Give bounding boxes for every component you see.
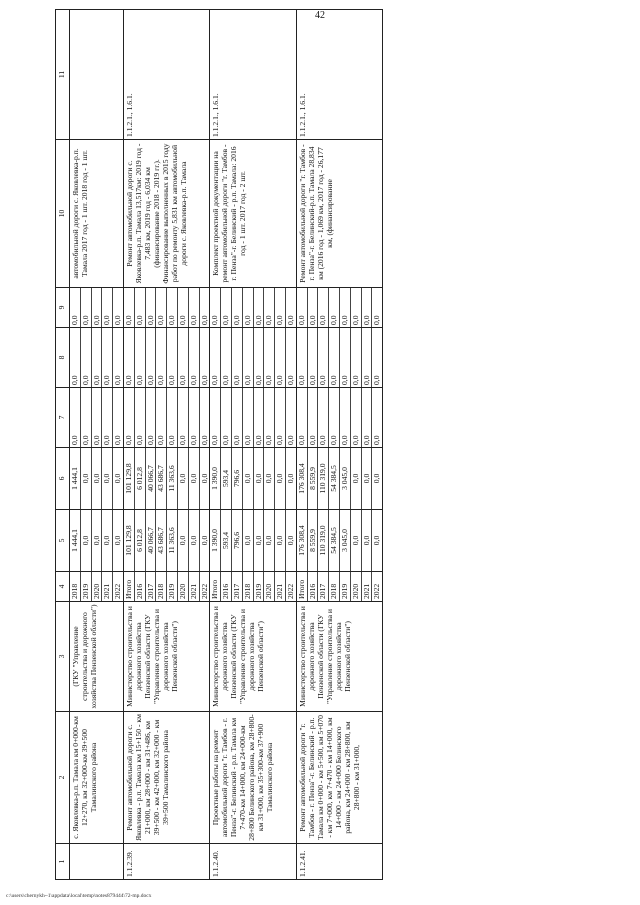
row-executor: Министерство строительства и дорожного хозяйства Пензенской области (ГКУ "Управление строительства и дорожного хозяйства Пензенской области")	[123, 602, 209, 712]
value-cell: 0,0	[178, 510, 189, 571]
value-cell: 101 129,8	[124, 448, 135, 509]
value-cell: 0,0	[362, 388, 373, 447]
value-cell: 0,0	[113, 375, 123, 385]
value-cell: 593,4	[221, 448, 232, 509]
value-cell: 0,0	[318, 288, 329, 327]
value-cell: 0,0	[221, 288, 232, 327]
value-cell: 2021	[362, 572, 373, 601]
row-name: Ремонт автомобильной дороги с. Яковлевка - р.п. Тамала км 15+150 - км 21+000, км 28+000 - км 31+486, км 39+500 - км 42+000, км 32+000 - км 39+500 Тамалинского района	[123, 712, 209, 844]
header-col-3: 3	[56, 602, 70, 712]
value-cell: 0,0	[92, 448, 103, 509]
table-row	[210, 10, 296, 880]
value-cell: Итого	[210, 572, 221, 601]
value-cell: 2021	[102, 572, 113, 601]
header-col-11: 11	[56, 10, 70, 140]
row-indicator-ref	[70, 10, 124, 140]
value-cell: 54 384,5	[329, 448, 340, 509]
value-cell: 0,0	[199, 315, 209, 325]
row-code	[70, 844, 124, 880]
value-cell: 2022	[113, 583, 123, 599]
value-cell: 0,0	[362, 510, 373, 571]
value-cell: 0,0	[178, 288, 189, 327]
value-cell: 2019	[81, 572, 92, 601]
value-cell: 0,0	[92, 510, 103, 571]
value-cell: 0,0	[81, 448, 92, 509]
value-cell: 0,0	[329, 328, 340, 387]
value-cell: 0,0	[189, 510, 200, 571]
header-row	[56, 10, 70, 880]
value-cell: 0,0	[285, 473, 295, 484]
value-cell: 0,0	[318, 388, 329, 447]
value-cell: 0,0	[189, 388, 200, 447]
value-cell: 0,0	[113, 435, 123, 445]
value-cell: 43 686,7	[156, 448, 167, 509]
value-cell: 2021	[275, 572, 286, 601]
value-cell: 0,0	[254, 388, 265, 447]
value-cell: 0,0	[199, 535, 209, 546]
row-code: 1.1.2.41.	[296, 844, 382, 880]
value-cell: 0,0	[297, 288, 308, 327]
value-cell: 0,0	[308, 288, 319, 327]
value-cell: 0,0	[221, 388, 232, 447]
row-total	[70, 510, 124, 572]
header-col-5: 5	[56, 510, 70, 572]
row-years	[210, 572, 296, 602]
value-cell: 0,0	[210, 288, 221, 327]
value-cell: 2019	[340, 572, 351, 601]
value-cell: 0,0	[243, 288, 254, 327]
value-cell: 0,0	[70, 288, 81, 327]
value-cell: 40 066,7	[146, 510, 157, 571]
value-cell: 0,0	[243, 510, 254, 571]
table-body	[70, 10, 383, 880]
value-cell: 0,0	[351, 288, 362, 327]
file-path-footer: c:\users\chernykh~1\appdata\local\temp\notes879444\72-mp.docx	[6, 893, 152, 899]
row-local-budget	[70, 328, 124, 388]
value-cell: 0,0	[221, 328, 232, 387]
value-cell: 110 319,0	[318, 448, 329, 509]
row-name: Ремонт автомобильной дороги "г. Тамбов - г. Пенза"-г. Белинский - р.п. Тамала км 0+000 - км 5+500, км 5+070 - км 7+000, км 7+470 - км 14+000, км 14+000 - км 24+000 Белинского района, км 24+000 - км 28+800, км 28+800 - км 31+000,	[296, 712, 382, 844]
value-cell: 0,0	[81, 328, 92, 387]
value-cell: 0,0	[102, 328, 113, 387]
value-cell: 0,0	[275, 328, 286, 387]
value-cell: 0,0	[210, 328, 221, 387]
value-cell: 0,0	[113, 315, 123, 325]
value-cell: 3 045,0	[340, 448, 351, 509]
value-cell: 2016	[308, 572, 319, 601]
value-cell: 176 308,4	[297, 510, 308, 571]
value-cell: 0,0	[243, 448, 254, 509]
header-col-7: 7	[56, 388, 70, 448]
row-indicator-ref: 1.1.2.1., 1.6.1.	[296, 10, 382, 140]
value-cell: 2016	[221, 572, 232, 601]
value-cell: 0,0	[254, 510, 265, 571]
value-cell: 0,0	[285, 375, 295, 385]
row-result: Комплект проектной документации на ремонт автомобильной дороги "г. Тамбов - г. Пенза"-г. Белинский - р.п. Тамала: 2016 год - 1 шт. 2017 год - 2 шт.	[210, 140, 296, 288]
value-cell: 3 045,0	[340, 510, 351, 571]
value-cell: 0,0	[81, 388, 92, 447]
value-cell: 8 559,9	[308, 510, 319, 571]
value-cell: 0,0	[362, 448, 373, 509]
value-cell: 0,0	[92, 288, 103, 327]
value-cell: 40 066,7	[146, 448, 157, 509]
value-cell: 6 012,8	[135, 448, 146, 509]
value-cell: 0,0	[264, 388, 275, 447]
value-cell: 0,0	[81, 510, 92, 571]
value-cell: 0,0	[232, 288, 243, 327]
value-cell: 2020	[264, 572, 275, 601]
row-regional-budget	[123, 448, 209, 510]
value-cell: Итого	[297, 572, 308, 601]
row-years	[70, 572, 124, 602]
table-row	[70, 10, 124, 880]
row-total	[210, 510, 296, 572]
value-cell: 2019	[254, 572, 265, 601]
row-federal-budget	[70, 388, 124, 448]
value-cell: 54 384,5	[329, 510, 340, 571]
row-indicator-ref: 1.1.2.1., 1.6.1.	[123, 10, 209, 140]
value-cell: 2020	[351, 572, 362, 601]
value-cell: 0,0	[362, 288, 373, 327]
value-cell: 0,0	[308, 388, 319, 447]
row-federal-budget	[210, 388, 296, 448]
value-cell: 0,0	[275, 288, 286, 327]
value-cell: 593,4	[221, 510, 232, 571]
row-regional-budget	[296, 448, 382, 510]
value-cell: 1 444,1	[70, 510, 81, 571]
value-cell: 0,0	[285, 435, 295, 445]
value-cell: 0,0	[264, 328, 275, 387]
row-code: 1.1.2.39.	[123, 844, 209, 880]
value-cell: 0,0	[329, 288, 340, 327]
row-executor: (ГКУ "Управление строительства и дорожного хозяйства Пензенской области")	[70, 602, 124, 712]
rotated-table-container	[55, 10, 625, 880]
row-result: Ремонт автомобильной дороги "г. Тамбов - г. Пенза"-г. Белинский-р.п. Тамала 28,834 км (2016 год - 1,069 км, 2017 год - 26,177 км, (финансирование	[296, 140, 382, 288]
value-cell: 0,0	[81, 288, 92, 327]
value-cell: 2022	[199, 583, 209, 599]
value-cell: 0,0	[199, 473, 209, 484]
value-cell: 0,0	[70, 328, 81, 387]
value-cell: 0,0	[372, 315, 382, 325]
value-cell: 0,0	[372, 375, 382, 385]
value-cell: 0,0	[156, 328, 167, 387]
value-cell: 0,0	[156, 388, 167, 447]
value-cell: 2018	[243, 572, 254, 601]
value-cell: 0,0	[178, 388, 189, 447]
row-name: Проектные работы на ремонт автомобильной дороги "г. Тамбов - г. Пенза"-г. Белинский - р.п. Тамала км 7+470-км 14+000, км 24+000-км 28+800 Белинского района, км 28+800-км 31+000, км 35+300-км 37+900 Тамалинского района	[210, 712, 296, 844]
value-cell: 110 319,0	[318, 510, 329, 571]
value-cell: 2017	[146, 572, 157, 601]
value-cell: 0,0	[297, 388, 308, 447]
header-col-8: 8	[56, 328, 70, 388]
value-cell: 0,0	[264, 448, 275, 509]
value-cell: 101 129,8	[124, 510, 135, 571]
value-cell: 0,0	[254, 448, 265, 509]
row-years	[296, 572, 382, 602]
value-cell: 0,0	[210, 388, 221, 447]
value-cell: 0,0	[351, 510, 362, 571]
value-cell: 0,0	[178, 448, 189, 509]
value-cell: 0,0	[189, 328, 200, 387]
page-number: 42	[315, 10, 325, 21]
header-col-9: 9	[56, 288, 70, 328]
value-cell: 0,0	[264, 288, 275, 327]
value-cell: 2020	[92, 572, 103, 601]
value-cell: 2021	[189, 572, 200, 601]
value-cell: 0,0	[351, 388, 362, 447]
value-cell: 0,0	[92, 328, 103, 387]
value-cell: 0,0	[135, 328, 146, 387]
value-cell: Итого	[124, 572, 135, 601]
header-col-4: 4	[56, 572, 70, 602]
value-cell: 0,0	[372, 435, 382, 445]
value-cell: 0,0	[113, 535, 123, 546]
table-row	[296, 10, 382, 880]
value-cell: 0,0	[156, 288, 167, 327]
row-code: 1.1.2.40.	[210, 844, 296, 880]
value-cell: 0,0	[243, 328, 254, 387]
value-cell: 0,0	[318, 328, 329, 387]
value-cell: 0,0	[146, 288, 157, 327]
header-col-6: 6	[56, 448, 70, 510]
value-cell: 2016	[135, 572, 146, 601]
value-cell: 0,0	[340, 288, 351, 327]
value-cell: 2017	[232, 572, 243, 601]
value-cell: 0,0	[308, 328, 319, 387]
table-row	[123, 10, 209, 880]
value-cell: 0,0	[102, 288, 113, 327]
row-regional-budget	[70, 448, 124, 510]
value-cell: 0,0	[340, 328, 351, 387]
value-cell: 2020	[178, 572, 189, 601]
program-table	[55, 9, 383, 880]
value-cell: 0,0	[92, 388, 103, 447]
value-cell: 2018	[329, 572, 340, 601]
row-local-budget	[123, 328, 209, 388]
value-cell: 0,0	[124, 388, 135, 447]
row-regional-budget	[210, 448, 296, 510]
value-cell: 2018	[156, 572, 167, 601]
row-executor: Министерство строительства и дорожного хозяйства Пензенской области (ГКУ "Управление строительства и дорожного хозяйства Пензенской области")	[296, 602, 382, 712]
value-cell: 0,0	[285, 535, 295, 546]
value-cell: 0,0	[254, 328, 265, 387]
value-cell: 2018	[70, 572, 81, 601]
value-cell: 0,0	[102, 448, 113, 509]
value-cell: 1 390,0	[210, 448, 221, 509]
value-cell: 0,0	[189, 288, 200, 327]
value-cell: 1 390,0	[210, 510, 221, 571]
value-cell: 6 012,8	[135, 510, 146, 571]
row-total	[123, 510, 209, 572]
value-cell: 0,0	[297, 328, 308, 387]
value-cell: 0,0	[275, 388, 286, 447]
header-col-2: 2	[56, 712, 70, 844]
value-cell: 8 559,9	[308, 448, 319, 509]
value-cell: 11 363,6	[167, 510, 178, 571]
value-cell: 0,0	[372, 473, 382, 484]
value-cell: 0,0	[124, 328, 135, 387]
row-name: с. Яковлевка-р.п. Тамала км 0+000-км 12+270, км 32+000-км 39+500 Тамалинского района	[70, 712, 124, 844]
value-cell: 0,0	[146, 388, 157, 447]
value-cell: 0,0	[135, 288, 146, 327]
row-indicator-ref: 1.1.2.1., 1.6.1.	[210, 10, 296, 140]
value-cell: 796,6	[232, 448, 243, 509]
value-cell: 1 444,1	[70, 448, 81, 509]
value-cell: 0,0	[167, 328, 178, 387]
value-cell: 2017	[318, 572, 329, 601]
row-local-budget	[210, 328, 296, 388]
value-cell: 0,0	[232, 388, 243, 447]
row-result: Ремонт автомобильной дороги с. Яковлевка-р.п. Тамала 13,517км: 2019 год - 7,483 км, 2019 год - 6,034 км (финансирование 2018 - 2019 гг.). Финансирование выполненных в 2015 году работ по ремонту 5,831 км автомобильной дороги с. Яковлевка-р.п. Тамала	[123, 140, 209, 288]
value-cell: 0,0	[340, 388, 351, 447]
value-cell: 0,0	[146, 328, 157, 387]
row-other-sources	[70, 288, 124, 328]
header-col-1: 1	[56, 844, 70, 880]
value-cell: 0,0	[243, 388, 254, 447]
value-cell: 0,0	[70, 388, 81, 447]
value-cell: 2022	[285, 583, 295, 599]
value-cell: 0,0	[254, 288, 265, 327]
row-local-budget	[296, 328, 382, 388]
value-cell: 0,0	[167, 288, 178, 327]
value-cell: 0,0	[167, 388, 178, 447]
row-executor: Министерство строительства и дорожного хозяйства Пензенской области (ГКУ "Управление строительства и дорожного хозяйства Пензенской области")	[210, 602, 296, 712]
value-cell: 0,0	[189, 448, 200, 509]
value-cell: 43 686,7	[156, 510, 167, 571]
value-cell: 176 308,4	[297, 448, 308, 509]
row-other-sources	[123, 288, 209, 328]
value-cell: 0,0	[362, 328, 373, 387]
value-cell: 0,0	[178, 328, 189, 387]
value-cell: 0,0	[232, 328, 243, 387]
value-cell: 2019	[167, 572, 178, 601]
value-cell: 0,0	[351, 448, 362, 509]
value-cell: 0,0	[113, 473, 123, 484]
row-federal-budget	[296, 388, 382, 448]
row-total	[296, 510, 382, 572]
value-cell: 0,0	[275, 448, 286, 509]
row-years	[123, 572, 209, 602]
value-cell: 0,0	[102, 510, 113, 571]
row-result: автомобильной дороги с. Яковлевка-р.п. Тамала 2017 год - 1 шт. 2018 год - 1 шт.	[70, 140, 124, 288]
value-cell: 0,0	[351, 328, 362, 387]
value-cell: 0,0	[102, 388, 113, 447]
value-cell: 0,0	[285, 315, 295, 325]
value-cell: 2022	[372, 583, 382, 599]
value-cell: 0,0	[264, 510, 275, 571]
value-cell: 0,0	[372, 535, 382, 546]
value-cell: 0,0	[199, 375, 209, 385]
header-col-10: 10	[56, 140, 70, 288]
value-cell: 0,0	[275, 510, 286, 571]
value-cell: 0,0	[329, 388, 340, 447]
value-cell: 796,6	[232, 510, 243, 571]
value-cell: 0,0	[199, 435, 209, 445]
row-other-sources	[210, 288, 296, 328]
value-cell: 0,0	[135, 388, 146, 447]
value-cell: 11 363,6	[167, 448, 178, 509]
value-cell: 0,0	[124, 288, 135, 327]
row-other-sources	[296, 288, 382, 328]
row-federal-budget	[123, 388, 209, 448]
